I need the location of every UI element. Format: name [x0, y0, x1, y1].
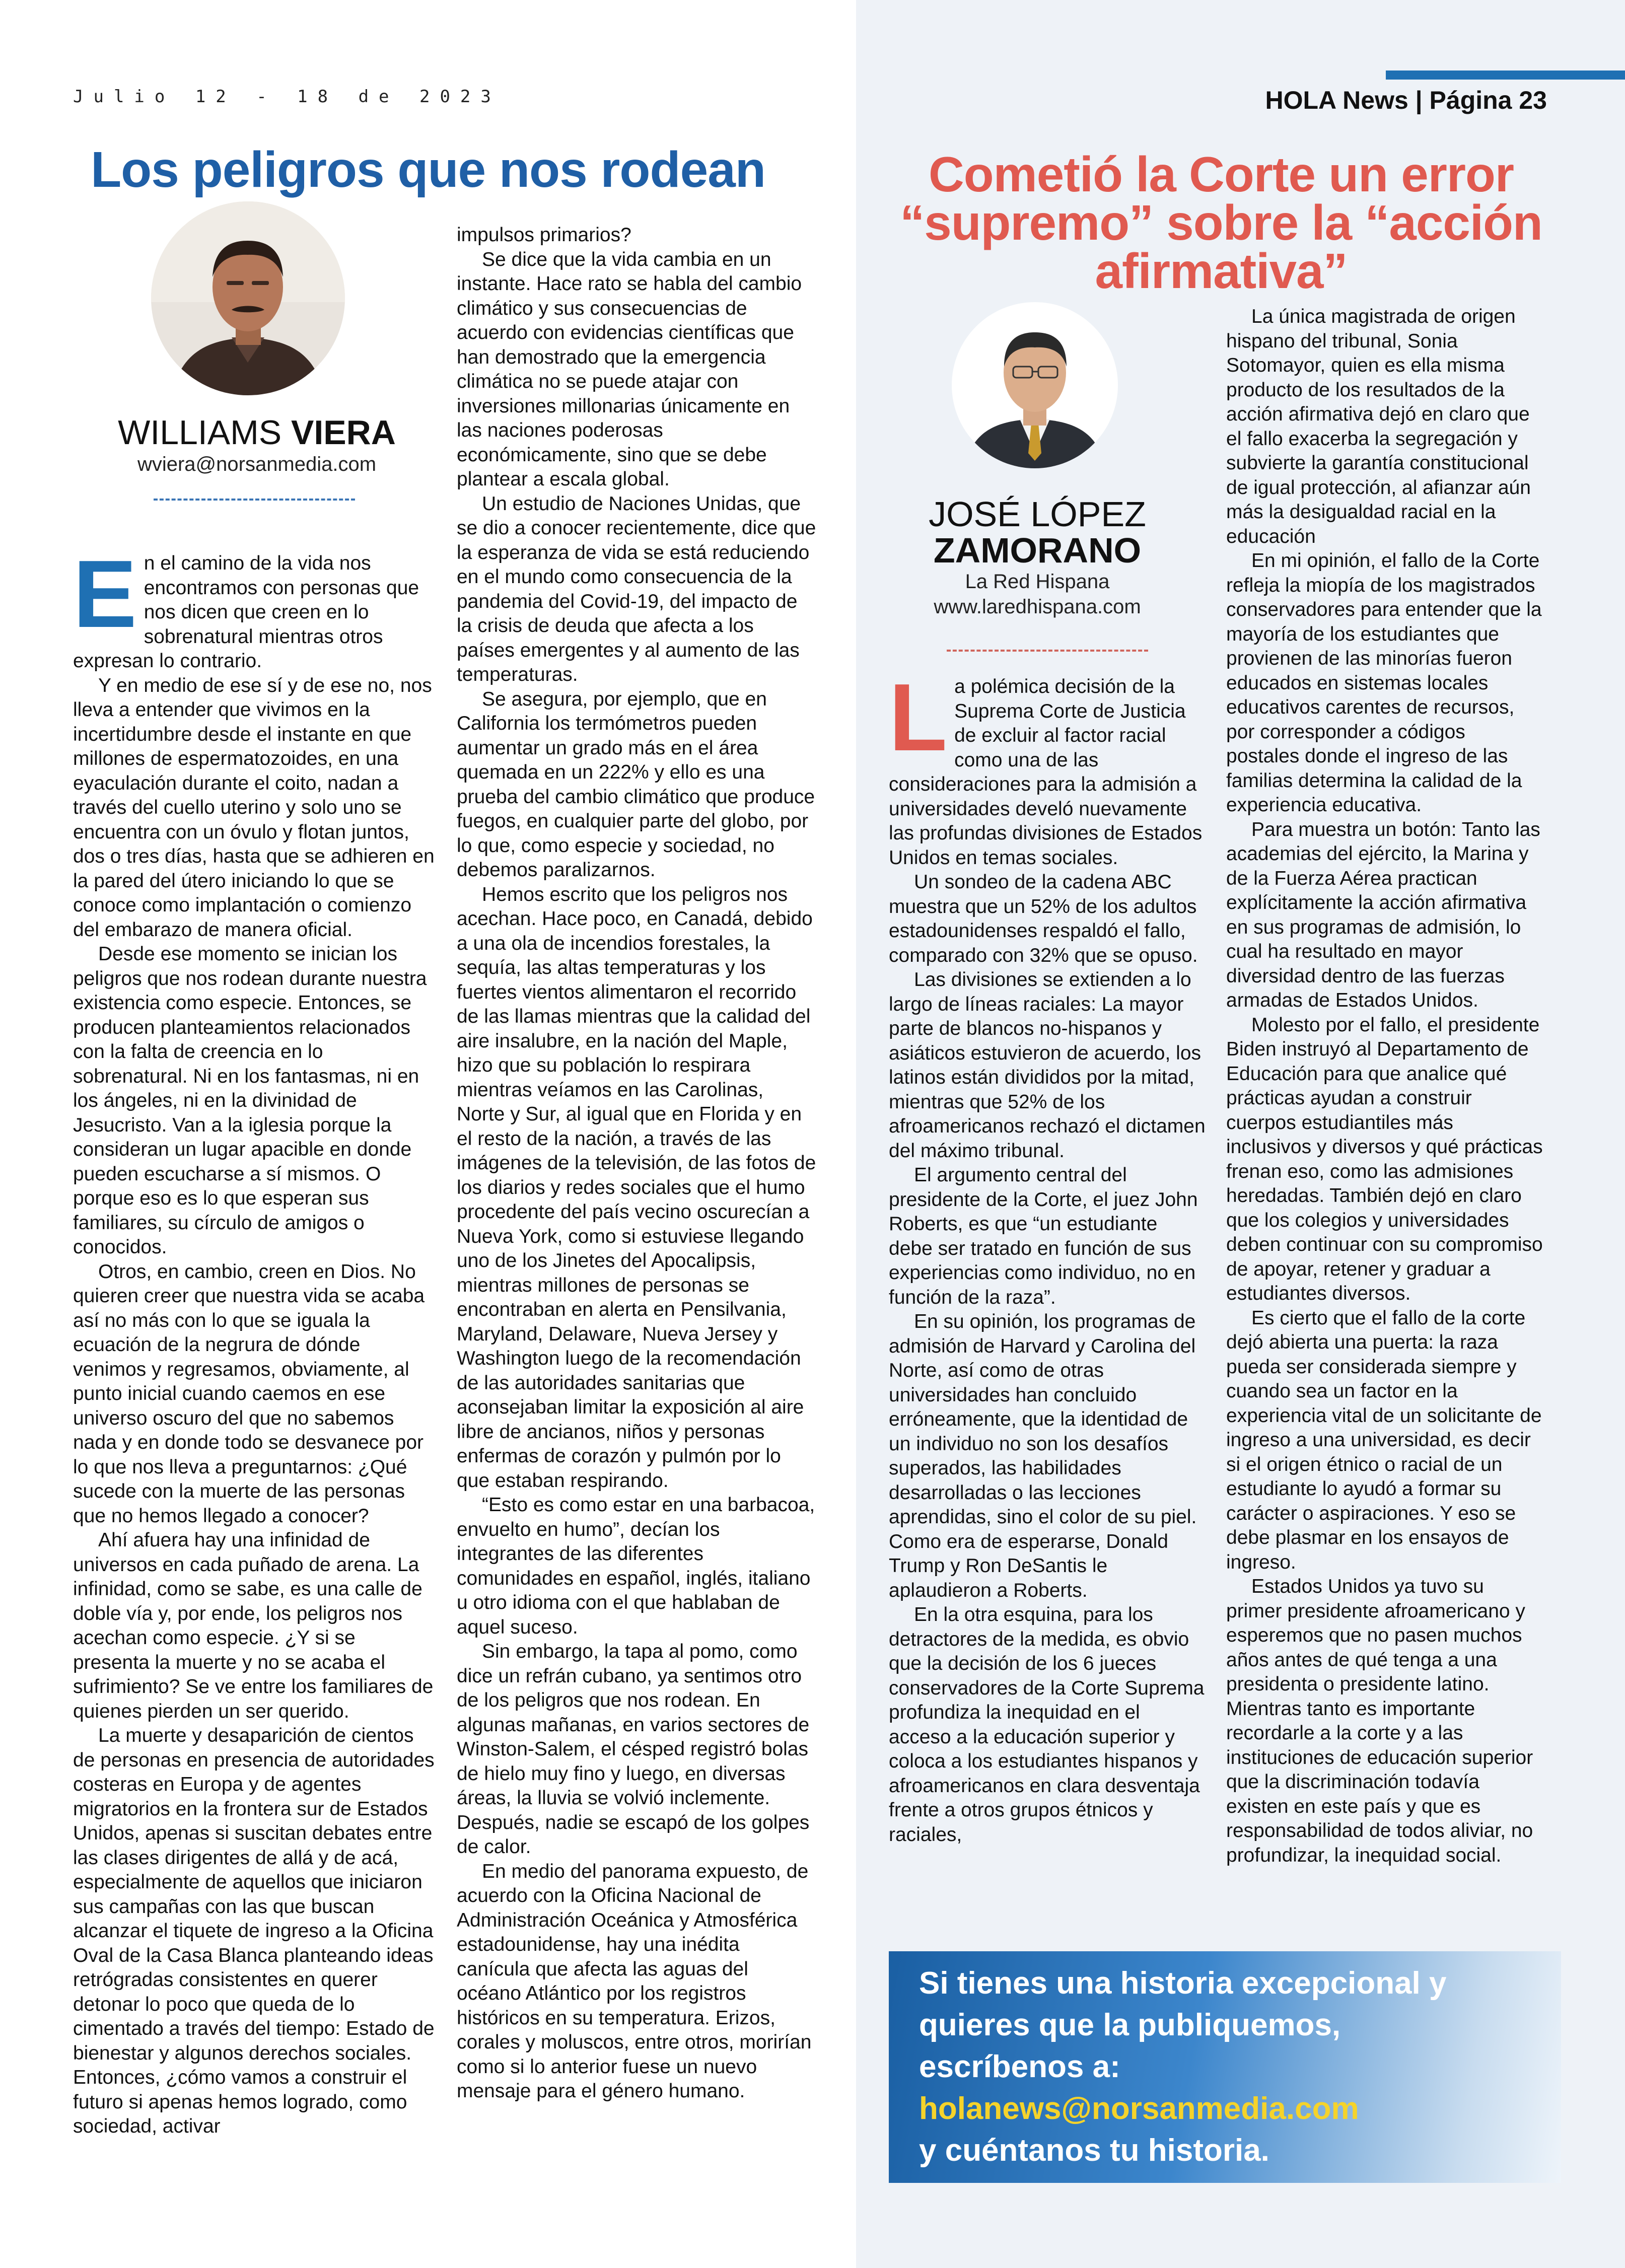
promo-text	[919, 1962, 1473, 2171]
paragraph: Sin embargo, la tapa al pomo, como dice un refrán cubano, ya sentimos otro de los peligros que nos rodean. En algunas mañanas, en varios sectores de Winston-Salem, el césped registró bolas de hielo muy fino y luego, en diversas áreas, la lluvia se volvió inclemente. Después, nadie se escapó de los golpes de calor.	[457, 1641, 810, 1858]
paragraph: En mi opinión, el fallo de la Corte refleja la miopía de los magistrados conservadores para entender que la mayoría de los estudiantes que provienen de las minorías fueron educados en sistemas locales educativos carentes de recursos, por corresponder a códigos postales donde el ingreso de las familias determina la calidad de la experiencia educativa.	[1226, 550, 1542, 816]
right-author-org: La Red Hispana	[965, 571, 1110, 593]
paragraph	[889, 664, 1206, 870]
author-portrait-right	[952, 302, 1118, 468]
right-article-column-1	[889, 664, 1206, 1847]
paragraph: La única magistrada de origen hispano del tribunal, Sonia Sotomayor, quien es ella misma producto de los resultados de la acción afirmativa dejó en claro que el fallo exacerba la segregación y subvierte la garantía constitucional de igual protección, al afianzar aún más la desigualdad racial en la educación	[1226, 306, 1531, 547]
right-article-title: Cometió la Corte un error “supremo” sobre la “acción afirmativa”	[900, 147, 1542, 299]
paragraph: En su opinión, los programas de admisión de Harvard y Carolina del Norte, así como de otras universidades han concluido erróneamente, que la identidad de un individuo no son los desafíos superados, las habilidades desarrolladas o las lecciones aprendidas, sino el color de su piel. Como era de esperarse, Donald Trump y Ron DeSantis le aplaudieron a Roberts.	[889, 1311, 1197, 1601]
paragraph: Se dice que la vida cambia en un instante. Hace rato se habla del cambio climático y sus consecuencias de acuerdo con evidencias científicas que han demostrado que la emergencia climática no se puede atajar con inversiones millonarias únicamente en las naciones poderosas económicamente, sino que se debe plantear a escala global.	[457, 248, 802, 490]
right-author-last: ZAMORANO	[933, 531, 1142, 570]
promo-line-1: Si tienes una historia excepcional y	[919, 1966, 1447, 2001]
paragraph: Ahí afuera hay una infinidad de universos en cada puñado de arena. La infinidad, como se sabe, es una calle de doble vía y, por ende, los peligros nos acechan como especie. ¿Y si se presenta la muerte y no se acaba el sufrimiento? Se ve entre los familiares de quienes pierden un ser querido.	[73, 1529, 434, 1722]
paragraph: En medio del panorama expuesto, de acuerdo con la Oficina Nacional de Administración Oceánica y Atmosférica estadounidense, hay una inédita canícula que afecta las aguas del océano Atlántico por los registros históricos en su temperatura. Erizos, corales y moluscos, entre otros, morirían como si lo anterior fuese un nuevo mensaje para el género humano.	[457, 1860, 812, 2102]
right-author-divider	[947, 650, 1148, 652]
paragraph: Estados Unidos ya tuvo su primer presidente afroamericano y esperemos que no pasen muchos años antes de qué tenga a una presidenta o presidente latino. Mientras tanto es importante recordarle a la corte y a las instituciones de educación superior que la discriminación todavía existen en este país y que es responsabilidad de todos aliviar, no profundizar, la inequidad social.	[1226, 1576, 1533, 1866]
left-author-divider	[154, 499, 355, 501]
paragraph: Hemos escrito que los peligros nos acechan. Hace poco, en Canadá, debido a una ola de incendios forestales, la sequía, las altas temperaturas y los fuertes vientos alimentaron el recorrido de las llamas mientras que la calidad del aire insalubre, en la nación del Maple, hizo que su población lo respirara mientras veíamos en las Carolinas, Norte y Sur, al igual que en Florida y en el resto de la nación, a través de las imágenes de la televisión, de las fotos de los diarios y redes sociales que el humo procedente del país vecino oscurecían a Nueva York, como si estuviese llegando uno de los Jinetes del Apocalipsis, mientras millones de personas se encontraban en alerta en Pensilvania, Maryland, Delaware, Nueva Jersey y Washington luego de la recomendación de las autoridades sanitarias que aconsejaban limitar la exposición al aire libre de ancianos, niños y personas enfermas de corazón y pulmón por lo que estaban respirando.	[457, 883, 816, 1492]
paragraph: La muerte y desaparición de cientos de personas en presencia de autoridades costeras en Europa y de agentes migratorios en la frontera sur de Estados Unidos, apenas si suscitan debates entre las clases dirigentes de allá y de acá, especialmente de aquellos que iniciaron sus campañas con las que buscan alcanzar el tiquete de ingreso a la Oficina Oval de la Casa Blanca planteando ideas retrógradas consistentes en querer detonar lo poco que queda de lo cimentado a través del tiempo: Estado de bienestar y algunos derechos sociales. Entonces, ¿cómo vamos a construir el futuro si apenas hemos logrado, como sociedad, activar	[73, 1725, 435, 2137]
paragraph-text: a polémica decisión de la Suprema Corte de Justicia de excluir al factor racial como una de las consideraciones para la admisión a universidades develó nuevamente las profundas divisiones de Estados Unidos en temas sociales.	[889, 676, 1203, 869]
left-author-last: VIERA	[291, 413, 396, 452]
dropcap-e: E	[73, 541, 137, 648]
page-label: HOLA News | Página 23	[1265, 86, 1547, 114]
promo-email-link[interactable]: holanews@norsanmedia.com	[919, 2091, 1359, 2126]
paragraph: impulsos primarios?	[457, 224, 631, 246]
paragraph: Las divisiones se extienden a lo largo de líneas raciales: La mayor parte de blancos no-hispanos y asiáticos estuvieron de acuerdo, los latinos están divididos por la mitad, mientras que 52% de los afroamericanos rechazó el dictamen del máximo tribunal.	[889, 969, 1206, 1162]
right-author-first: JOSÉ LÓPEZ	[929, 494, 1146, 534]
left-author-email[interactable]: wviera@norsanmedia.com	[137, 453, 377, 475]
issue-date: Julio 12 - 18 de 2023	[73, 87, 501, 107]
dropcap-l: L	[889, 664, 948, 771]
right-article-column-2	[1226, 305, 1543, 1868]
paragraph: En la otra esquina, para los detractores de la medida, es obvio que la decisión de los 6 jueces conservadores de la Corte Suprema profundiza la inequidad en el acceso a la educación superior y coloca a los estudiantes hispanos y afroamericanos en clara desventaja frente a otros grupos étnicos y raciales,	[889, 1604, 1205, 1846]
paragraph-text: n el camino de la vida nos encontramos con personas que nos dicen que creen en lo sobrenatural mientras otros expresan lo contrario.	[73, 552, 419, 672]
promo-line-4: y cuéntanos tu historia.	[919, 2133, 1269, 2168]
paragraph: Otros, en cambio, creen en Dios. No quieren creer que nuestra vida se acaba así no más con lo que se iguala la ecuación de la negrura de dónde venimos y regresamos, obviamente, al punto inicial cuando caemos en ese universo oscuro del que no sabemos nada y en donde todo se desvanece por lo que nos lleva a preguntarnos: ¿Qué sucede con la muerte de las personas que no hemos llegado a conocer?	[73, 1260, 425, 1527]
author-photo-viera	[151, 201, 345, 395]
paragraph	[73, 541, 436, 674]
right-author-name	[916, 496, 1158, 569]
header-accent-bar	[1386, 70, 1625, 80]
story-submission-promo	[889, 1951, 1561, 2183]
left-article-column-2	[457, 223, 817, 2104]
paragraph: El argumento central del presidente de la Corte, el juez John Roberts, es que “un estudiante debe ser tratado en función de sus experiencias como individuo, no en función de la raza”.	[889, 1164, 1198, 1308]
paragraph: Molesto por el fallo, el presidente Biden instruyó al Departamento de Educación para que analice qué prácticas ayudan a construir cuerpos estudiantiles más inclusivos y diversos y qué prácticas frenan eso, como las admisiones heredadas. También dejó en claro que los colegios y universidades deben continuar con su compromiso de apoyar, retener y graduar a estudiantes diversos.	[1226, 1014, 1543, 1304]
paragraph: Para muestra un botón: Tanto las academias del ejército, la Marina y de la Fuerza Aérea practican explícitamente la acción afirmativa en sus programas de admisión, lo cual ha resultado en mayor diversidad dentro de las fuerzas armadas de Estados Unidos.	[1226, 818, 1540, 1011]
author-photo-lopez-zamorano	[952, 302, 1118, 468]
right-author-affiliation	[916, 569, 1158, 619]
promo-line-3: escríbenos a:	[919, 2049, 1120, 2084]
promo-line-2: quieres que la publiquemos,	[919, 2008, 1341, 2042]
paragraph: Y en medio de ese sí y de ese no, nos lleva a entender que vivimos en la incertidumbre desde el instante en que millones de espermatozoides, en una eyaculación durante el coito, nadan a través del cuello uterino y solo uno se encuentra con un óvulo y flotan juntos, dos o tres días, hasta que se adhieren en la pared del útero iniciando lo que se conoce como implantación o comienzo del embarazo de manera oficial.	[73, 674, 435, 941]
paragraph: “Esto es como estar en una barbacoa, envuelto en humo”, decían los integrantes de las diferentes comunidades en español, inglés, italiano u otro idioma con el que hablaban de aquel suceso.	[457, 1494, 815, 1638]
paragraph: Un estudio de Naciones Unidas, que se dio a conocer recientemente, dice que la esperanza de vida se está reduciendo en el mundo como consecuencia de la pandemia del Covid-19, del impacto de la crisis de deuda que afecta a los países emergentes y al aumento de las temperaturas.	[457, 492, 816, 685]
left-article-title: Los peligros que nos rodean	[91, 141, 765, 198]
paragraph: Desde ese momento se inician los peligros que nos rodean durante nuestra existencia como especie. Entonces, se producen planteamientos relacionados con la falta de creencia en lo sobrenatural. Ni en los fantasmas, ni en los ángeles, ni en la divinidad de Jesucristo. Van a la iglesia porque la consideran un lugar apacible en donde pueden escucharse a sí mismos. O porque eso es lo que esperan sus familiares, su círculo de amigos o conocidos.	[73, 943, 427, 1258]
paragraph: Es cierto que el fallo de la corte dejó abierta una puerta: la raza pueda ser considerada siempre y cuando sea un factor en la experiencia vital de un solicitante de ingreso a una universidad, es decir si el origen étnico o racial de un estudiante lo ayudó a formar su carácter o aspiraciones. Y eso se debe plasmar en los ensayos de ingreso.	[1226, 1307, 1542, 1573]
paragraph: Se asegura, por ejemplo, que en California los termómetros pueden aumentar un grado más en el área quemada en un 222% y ello es una prueba del cambio climático que produce fuegos, en cualquier parte del globo, por lo que, como especie y sociedad, no debemos paralizarnos.	[457, 688, 815, 881]
paragraph: Un sondeo de la cadena ABC muestra que un 52% de los adultos estadounidenses respaldó el fallo, comparado con 32% que se opuso.	[889, 871, 1198, 966]
author-portrait-left	[151, 201, 345, 395]
left-article-column-1	[73, 541, 436, 2139]
left-author-first: WILLIAMS	[118, 413, 282, 452]
right-author-website[interactable]: www.laredhispana.com	[934, 596, 1141, 618]
left-author-name	[76, 413, 438, 452]
